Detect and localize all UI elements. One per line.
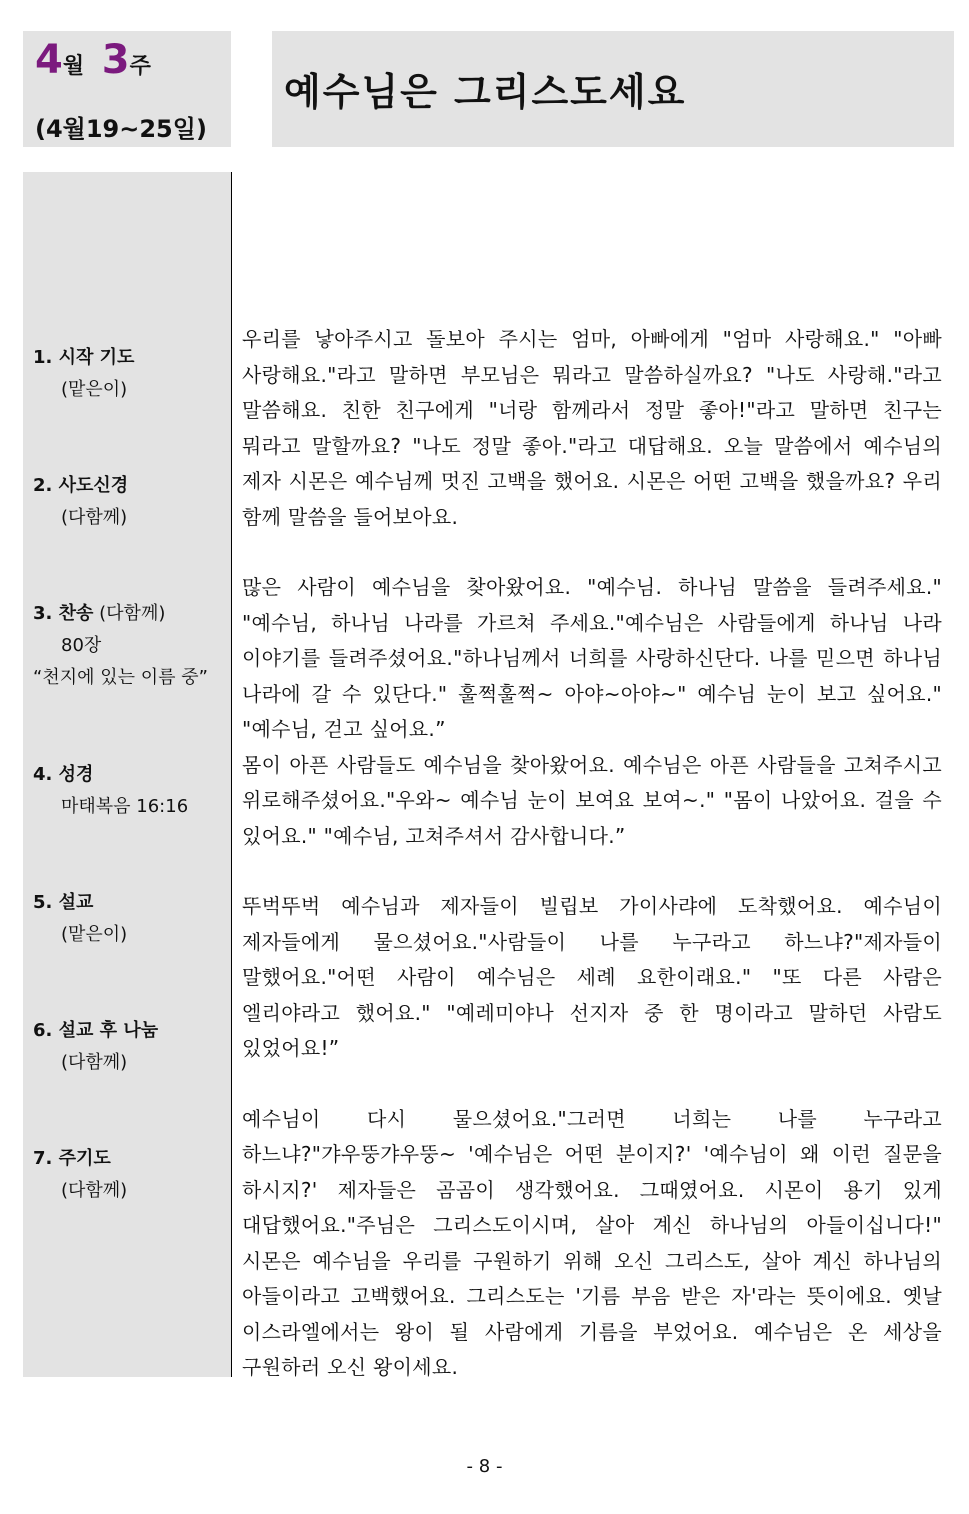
- story-paragraph-confession: 예수님이 다시 물으셨어요."그러면 너희는 나를 누구라고 하느냐?"갸우뚱갸우뚱~ '예수님은 어떤 분이지?' '예수님이 왜 이런 질문을 하시지?' 제자들은 곰곰이 생각했어요. 그때였어요. 시몬이 용기 있게 대답했어요."주님은 그리스도이시며, 살아 계신 하나님의 아들이십니다!" 시몬은 예수님을 우리를 구원하기 위해 오신 그리스도, 살아 계신 하나님의 아들이라고 고백했어요. 그리스도는 '기름 부음 받은 자'라는 뜻이에요. 옛날 이스라엘에서는 왕이 될 사람에게 기름을 부었어요. 예수님은 온 세상을 구원하러 오신 왕이세요.: [242, 1106, 942, 1379]
- order-item-title: 4. 성경: [33, 764, 94, 785]
- page-title: 예수님은 그리스도세요: [284, 70, 687, 114]
- order-item-title: 1. 시작 기도: [33, 347, 135, 368]
- week-unit: 주: [129, 54, 151, 79]
- week-label: [35, 37, 151, 83]
- order-item-title: 6. 설교 후 나눔: [33, 1020, 159, 1041]
- hymn-number: 80장: [61, 635, 102, 656]
- order-item-title: 7. 주기도: [33, 1148, 111, 1169]
- order-item-opening-prayer: [33, 342, 134, 406]
- story-content: [242, 322, 942, 1386]
- month-number: 4: [35, 37, 63, 83]
- order-item-leader: (다함께): [99, 603, 166, 624]
- order-item-title: 2. 사도신경: [33, 475, 129, 496]
- order-item-leader: (다함께): [61, 1052, 128, 1073]
- order-item-leader: (다함께): [61, 507, 128, 528]
- order-item-scripture: [33, 759, 188, 823]
- order-item-leader: (맡은이): [61, 379, 128, 400]
- story-paragraph-intro: 우리를 낳아주시고 돌보아 주시는 엄마, 아빠에게 "엄마 사랑해요." "아빠 사랑해요."라고 말하면 부모님은 뭐라고 말씀하실까요? "나도 사랑해."라고 말씀해요. 친한 친구에게 "너랑 함께라서 정말 좋아!"라고 말하면 친구는 뭐라고 말할까요? "나도 정말 좋아."라고 대답해요. 오늘 말씀에서 예수님의 제자 시몬은 예수님께 멋진 고백을 했어요. 시몬은 어떤 고백을 했을까요? 우리 함께 말씀을 들어보아요.: [242, 327, 942, 529]
- worship-order-sidebar: [23, 172, 232, 1377]
- order-item-lords-prayer: [33, 1143, 127, 1207]
- month-unit: 월: [62, 54, 85, 79]
- story-paragraph-question: 뚜벅뚜벅 예수님과 제자들이 빌립보 가이사랴에 도착했어요. 예수님이 제자들에게 물으셨어요."사람들이 나를 누구라고 하느냐?"제자들이 말했어요."어떤 사람이 예수님은 세례 요한이래요." "또 다른 사람은 엘리야라고 했어요." "예레미야나 선지자 중 한 명이라고 말하던 사람도 있었어요!”: [242, 894, 942, 1060]
- page-number: - 8 -: [466, 1456, 503, 1477]
- title-box: [272, 31, 954, 147]
- order-item-apostles-creed: [33, 470, 128, 534]
- order-item-leader: (맡은이): [61, 924, 128, 945]
- scripture-reference: 마태복음 16:16: [61, 796, 189, 817]
- story-paragraph-crowd: 많은 사람이 예수님을 찾아왔어요. "예수님. 하나님 말씀을 들려주세요." "예수님, 하나님 나라를 가르쳐 주세요."예수님은 사람들에게 하나님 나라 이야기를 들려주셨어요."하나님께서 너희를 사랑하신단다. 나를 믿으면 하나님 나라에 갈 수 있단다." 훌쩍훌쩍~ 아야~아야~" 예수님 눈이 보고 싶어요." "예수님, 걷고 싶어요.”: [242, 575, 942, 741]
- week-box: [23, 31, 231, 147]
- order-item-hymn: [33, 598, 208, 694]
- hymn-title: “천지에 있는 이름 중”: [33, 667, 208, 688]
- order-item-sermon: [33, 887, 127, 951]
- order-item-sharing: [33, 1015, 158, 1079]
- order-item-leader: (다함께): [61, 1180, 128, 1201]
- date-range: (4월19~25일): [35, 115, 207, 143]
- story-paragraph-healing: 몸이 아픈 사람들도 예수님을 찾아왔어요. 예수님은 아픈 사람들을 고쳐주시고 위로해주셨어요."우와~ 예수님 눈이 보여요 보여~." "몸이 나았어요. 걸을 수 있어요." "예수님, 고쳐주셔서 감사합니다.”: [242, 752, 942, 848]
- order-item-title: 3. 찬송: [33, 603, 94, 624]
- week-number: 3: [101, 37, 130, 83]
- order-item-title: 5. 설교: [33, 892, 94, 913]
